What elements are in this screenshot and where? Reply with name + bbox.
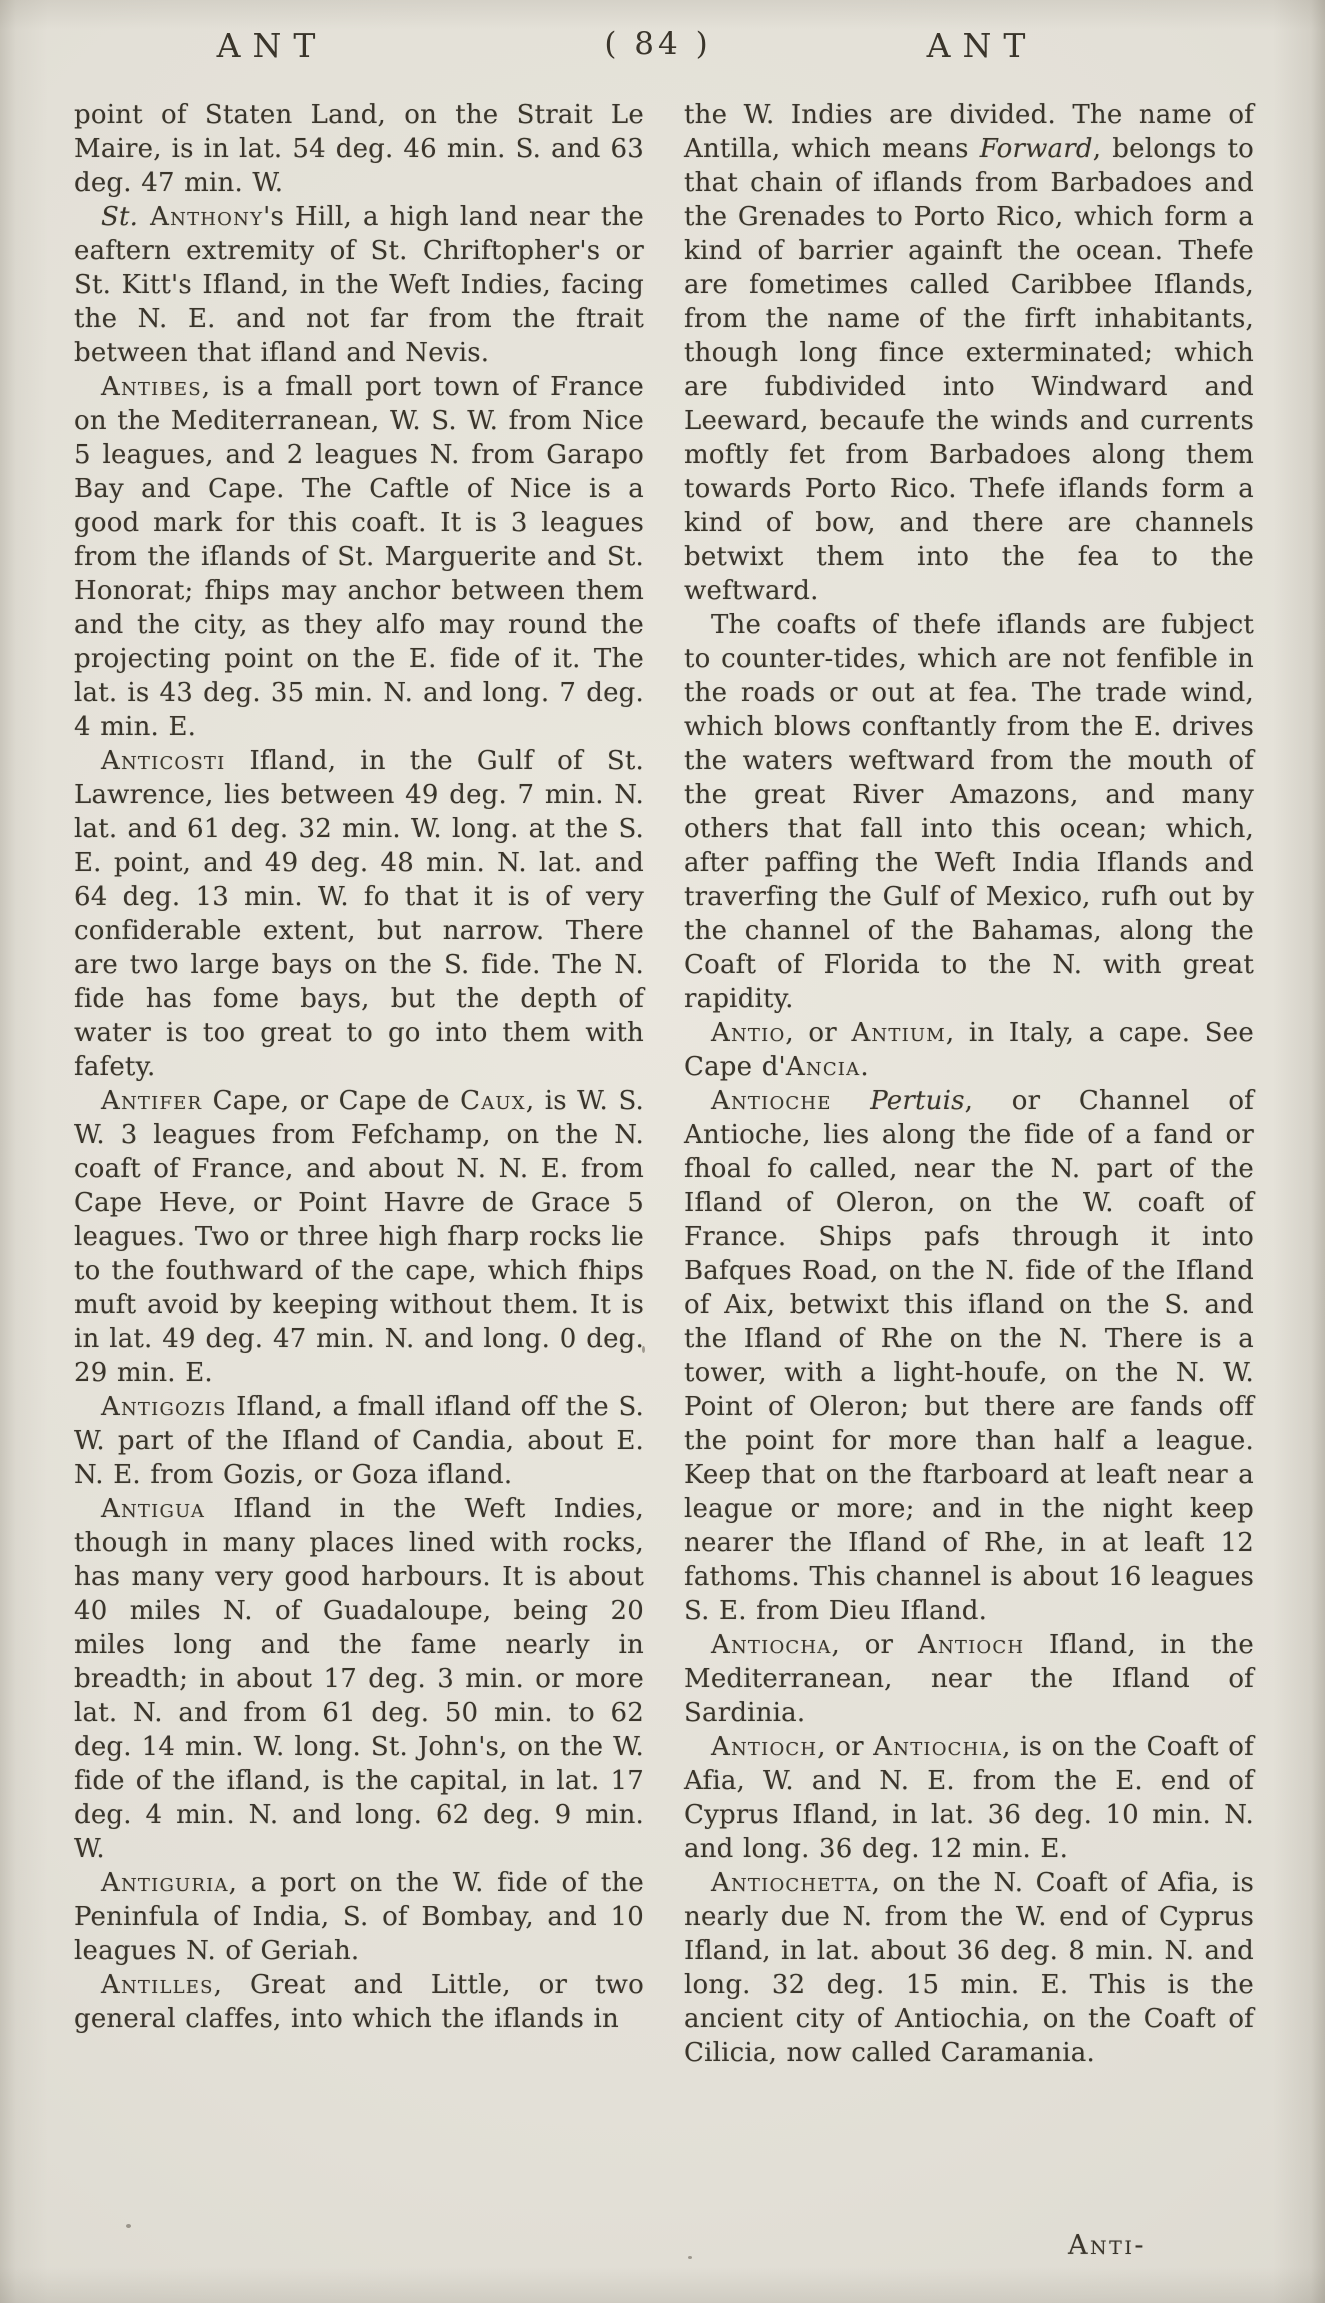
body-text: point of Staten Land, on the Strait Le Maire, is in lat. 54 deg. 46 min. S. and 63 deg. 47 min. W. [74, 100, 644, 198]
entry-headword: Antigua [101, 1494, 206, 1524]
entry-headword: Antiochetta [711, 1868, 872, 1898]
body-text: Cape, or Cape de [202, 1086, 461, 1116]
body-text: , in Italy, a cape. See Cape d' [684, 1018, 1254, 1082]
entry-headword: Ancia [785, 1052, 861, 1082]
entry-paragraph [74, 1390, 644, 1492]
body-text: , belongs to that chain of iflands from Barbadoes and the Grenades to Porto Rico, which form a kind of barrier againft the ocean. Thefe are fometimes called Caribbee Iflands, from the name of the firft inhabitants, though long fince exterminated; which are fubdivided into Windward and Leeward, becaufe the winds and currents moftly fet from Barbadoes along them towards Porto Rico. Thefe iflands form a kind of bow, and there are channels betwixt them into the fea to the weftward. [684, 134, 1254, 606]
entry-paragraph [684, 1084, 1254, 1628]
body-text: , or Channel of Antioche, lies along the fide of a fand or fhoal fo called, near the N. part of the Ifland of Oleron, on the W. coaft of France. Ships pafs through it into Bafques Road, on the N. fide of the Ifland of Aix, betwixt this ifland on the S. and the Ifland of Rhe on the N. There is a tower, with a light-houfe, on the N. W. Point of Oleron; but there are fands off the point for more than half a league. Keep that on the ftarboard at leaft near a league or more; and in the night keep nearer the Ifland of Rhe, in at leaft 12 fathoms. This channel is about 16 leagues S. E. from Dieu Ifland. [684, 1086, 1254, 1626]
entry-paragraph [684, 98, 1254, 608]
entry-headword: Antiocha [711, 1630, 832, 1660]
scan-speck [688, 2256, 692, 2259]
entry-paragraph [74, 744, 644, 1084]
entry-paragraph [74, 200, 644, 370]
running-title-right: ANT [926, 26, 1038, 65]
right-column [684, 98, 1254, 2070]
scan-speck [642, 1346, 645, 1353]
entry-headword: Antiguria [101, 1868, 229, 1898]
body-text: 's Hill, a high land near the eaftern extremity of St. Chriftopher's or St. Kitt's Ifland, in the Weft Indies, facing the N. E. and not far from the ftrait between that ifland and Nevis. [74, 202, 644, 368]
catchword: Anti- [1068, 2230, 1146, 2261]
entry-paragraph [684, 608, 1254, 1016]
body-text: The coafts of thefe iflands are fubject to counter-tides, which are not fenfible in the roads or out at fea. The trade wind, which blows conftantly from the E. drives the waters weftward from the mouth of the great River Amazons, and many others that fall into this ocean; which, after paffing the Weft India Iflands and traverfing the Gulf of Mexico, rufh out by the channel of the Bahamas, along the Coaft of Florida to the N. with great rapidity. [684, 610, 1254, 1014]
entry-headword: Antigozis [101, 1392, 227, 1422]
entry-headword: Antioche [711, 1086, 832, 1116]
body-text: , is on the Coaft of Afia, W. and N. E. from the E. end of Cyprus Ifland, in lat. 36 deg. 10 min. N. and long. 36 deg. 12 min. E. [684, 1732, 1254, 1864]
entry-headword: Antioch [711, 1732, 818, 1762]
italic-text: Pertuis [870, 1086, 965, 1116]
entry-headword: Anthony [138, 202, 264, 232]
entry-paragraph [74, 98, 644, 200]
body-text: Ifland, in the Gulf of St. Lawrence, lies between 49 deg. 7 min. N. lat. and 61 deg. 32 min. W. long. at the S. E. point, and 49 deg. 48 min. N. lat. and 64 deg. 13 min. W. fo that it is of very confiderable extent, but narrow. There are two large bays on the S. fide. The N. fide has fome bays, but the depth of water is too great to go into them with fafety. [74, 746, 644, 1082]
entry-paragraph [74, 1866, 644, 1968]
entry-headword: Antilles [101, 1970, 214, 2000]
italic-text: Forward [979, 134, 1093, 164]
body-text: , Great and Little, or two general claffes, into which the iflands in [74, 1970, 644, 2034]
entry-paragraph [74, 370, 644, 744]
body-text: , is W. S. W. 3 leagues from Fefchamp, on the N. coaft of France, and about N. N. E. from Cape Heve, or Point Havre de Grace 5 leagues. Two or three high fharp rocks lie to the fouthward of the cape, which fhips muft avoid by keeping without them. It is in lat. 49 deg. 47 min. N. and long. 0 deg. 29 min. E. [74, 1086, 644, 1388]
entry-headword: Caux [460, 1086, 526, 1116]
scan-speck [126, 2224, 131, 2228]
entry-headword: Anticosti [101, 746, 226, 776]
running-head [0, 26, 1325, 72]
entry-headword: Antium [851, 1018, 946, 1048]
entry-paragraph [684, 1016, 1254, 1084]
page-number: ( 84 ) [604, 26, 712, 62]
entry-headword: Antioch [917, 1630, 1025, 1660]
body-text: , or [817, 1732, 874, 1762]
body-text: . [860, 1052, 869, 1082]
body-text: , is a fmall port town of France on the Mediterranean, W. S. W. from Nice 5 leagues, and 2 leagues N. from Garapo Bay and Cape. The Caftle of Nice is a good mark for this coaft. It is 3 leagues from the iflands of St. Marguerite and St. Honorat; fhips may anchor between them and the city, as they alfo may round the projecting point on the E. fide of it. The lat. is 43 deg. 35 min. N. and long. 7 deg. 4 min. E. [74, 372, 644, 742]
running-title-left: ANT [216, 26, 328, 65]
body-text: , or [831, 1630, 918, 1660]
entry-paragraph [684, 1866, 1254, 2070]
entry-headword: Antio [711, 1018, 786, 1048]
entry-paragraph [684, 1628, 1254, 1730]
body-text: Ifland in the Weft Indies, though in many places lined with rocks, has many very good harbours. It is about 40 miles N. of Guadaloupe, being 20 miles long and the fame nearly in breadth; in about 17 deg. 3 min. or more lat. N. and from 61 deg. 50 min. to 62 deg. 14 min. W. long. St. John's, on the W. fide of the ifland, is the capital, in lat. 17 deg. 4 min. N. and long. 62 deg. 9 min. W. [74, 1494, 644, 1864]
body-text: , on the N. Coaft of Afia, is nearly due N. from the W. end of Cyprus Ifland, in lat. about 36 deg. 8 min. N. and long. 32 deg. 15 min. E. This is the ancient city of Antiochia, on the Coaft of Cilicia, now called Caramania. [684, 1868, 1254, 2068]
body-text: Ifland, a fmall ifland off the S. W. part of the Ifland of Candia, about E. N. E. from Gozis, or Goza ifland. [74, 1392, 644, 1490]
body-text: Ifland, in the Mediterranean, near the Ifland of Sardinia. [684, 1630, 1254, 1728]
entry-paragraph [74, 1492, 644, 1866]
entry-paragraph [74, 1968, 644, 2036]
left-column [74, 98, 644, 2070]
text-block [74, 98, 1254, 2070]
entry-headword: Antiochia [873, 1732, 1003, 1762]
body-text [832, 1086, 871, 1116]
entry-headword: Antibes [101, 372, 202, 402]
entry-paragraph [684, 1730, 1254, 1866]
body-text: , a port on the W. fide of the Peninfula of India, S. of Bombay, and 10 leagues N. of Geriah. [74, 1868, 644, 1966]
entry-paragraph [74, 1084, 644, 1390]
body-text: , or [785, 1018, 852, 1048]
entry-headword: Antifer [101, 1086, 203, 1116]
italic-text: St. [101, 202, 139, 232]
body-text: the W. Indies are divided. The name of Antilla, which means [684, 100, 1254, 164]
